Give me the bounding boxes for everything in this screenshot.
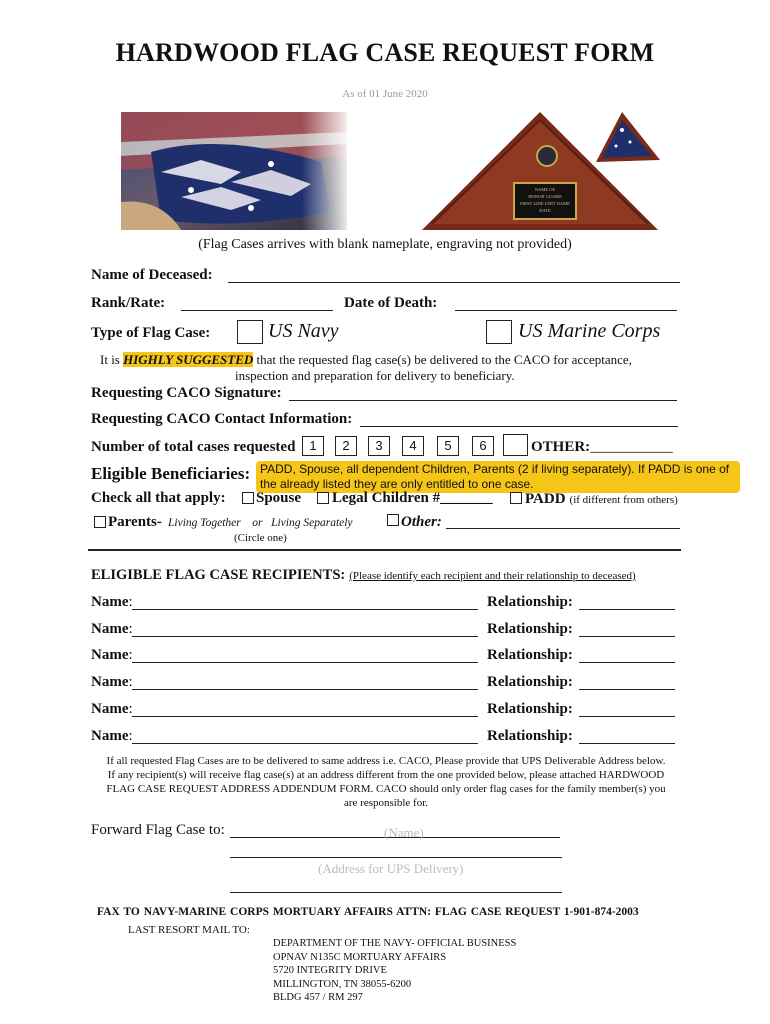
caco-contact-label: Requesting CACO Contact Information:	[91, 411, 353, 427]
delivery-suggestion	[100, 352, 632, 368]
parents-living-options	[168, 517, 353, 529]
recipient-relationship-field[interactable]	[579, 716, 675, 717]
legal-children-text: Legal Children #	[332, 490, 441, 506]
recipient-name-text: Name	[91, 647, 129, 663]
legal-children-label	[332, 490, 493, 507]
cases-other-field[interactable]: ___________	[590, 439, 673, 455]
forward-name-hint: (Name)	[384, 825, 424, 840]
mail-address-line-4: MILLINGTON, TN 38055-6200	[273, 978, 412, 990]
recipient-name-text: Name	[91, 728, 129, 744]
cases-option-3[interactable]: 3	[368, 436, 390, 456]
mail-address-line-1: DEPARTMENT OF THE NAVY- OFFICIAL BUSINESS	[273, 938, 517, 949]
recipients-title: ELIGIBLE FLAG CASE RECIPIENTS:	[91, 567, 346, 583]
parents-checkbox[interactable]	[94, 516, 106, 528]
deceased-name-label: Name of Deceased:	[91, 267, 213, 283]
recipient-name-field[interactable]	[132, 636, 478, 637]
recipient-relationship-label: Relationship:	[487, 647, 573, 663]
suggestion-line-2: inspection and preparation for delivery to beneficiary.	[235, 368, 515, 383]
recipient-name-text: Name	[91, 674, 129, 690]
recipient-relationship-label: Relationship:	[487, 728, 573, 744]
recipient-relationship-field[interactable]	[579, 743, 675, 744]
total-cases-label: Number of total cases requested	[91, 439, 296, 455]
date-of-death-field[interactable]	[455, 310, 677, 311]
other-beneficiary-checkbox[interactable]	[387, 514, 399, 526]
legal-children-checkbox[interactable]	[317, 492, 329, 504]
cases-other-checkbox[interactable]	[503, 434, 528, 456]
us-navy-option: US Navy	[268, 320, 339, 342]
parents-label: Parents-	[108, 514, 162, 530]
or-text: or	[252, 517, 263, 529]
highly-suggested-highlight: HIGHLY SUGGESTED	[123, 352, 254, 367]
padd-note: (if different from others)	[569, 494, 678, 506]
flag-case-image	[410, 108, 668, 232]
flag-case-type-label: Type of Flag Case:	[91, 325, 211, 341]
mail-address-line-3: 5720 INTEGRITY DRIVE	[273, 965, 387, 976]
suggestion-text-cont: that the requested flag case(s) be delivered to the CACO for acceptance,	[253, 352, 632, 367]
nameplate-line-1: NAME OF	[534, 187, 556, 192]
delivery-instructions	[88, 754, 684, 810]
recipient-name-text: Name	[91, 621, 129, 637]
form-title: HARDWOOD FLAG CASE REQUEST FORM	[115, 38, 655, 67]
recipient-name-label: Name:	[91, 594, 133, 610]
recipient-relationship-field[interactable]	[579, 609, 675, 610]
legal-children-count-field[interactable]: _______	[440, 490, 493, 506]
cases-option-2[interactable]: 2	[335, 436, 357, 456]
instruction-line-1: If all requested Flag Cases are to be delivered to same address i.e. CACO, Please provide that UPS Deliverable Address below.	[106, 755, 666, 767]
recipient-relationship-label: Relationship:	[487, 621, 573, 637]
recipient-name-field[interactable]	[132, 716, 478, 717]
date-of-death-label: Date of Death:	[344, 295, 438, 311]
rank-rate-field[interactable]	[181, 310, 333, 311]
recipient-name-label: Name:	[91, 621, 133, 637]
image-caption: (Flag Cases arrives with blank nameplate, engraving not provided)	[198, 237, 572, 252]
folded-flag-photo	[121, 112, 347, 230]
recipient-name-field[interactable]	[132, 609, 478, 610]
mail-address-line-5: BLDG 457 / RM 297	[273, 992, 363, 1003]
cases-other-label	[531, 439, 673, 456]
us-marine-corps-option: US Marine Corps	[518, 320, 661, 342]
recipient-name-label: Name:	[91, 647, 133, 663]
us-marine-corps-checkbox[interactable]	[486, 320, 512, 344]
padd-checkbox[interactable]	[510, 492, 522, 504]
as-of-date: As of 01 June 2020	[342, 88, 428, 100]
recipient-name-label: Name:	[91, 701, 133, 717]
recipient-relationship-label: Relationship:	[487, 594, 573, 610]
caco-signature-field[interactable]	[289, 400, 677, 401]
recipient-relationship-field[interactable]	[579, 689, 675, 690]
forward-address-line-2[interactable]	[230, 892, 562, 893]
fax-instructions: FAX TO NAVY-MARINE CORPS MORTUARY AFFAIRS ATTN: FLAG CASE REQUEST 1-901-874-2003	[97, 906, 639, 918]
eligibility-note: PADD, Spouse, all dependent Children, Parents (2 if living separately). If PADD is one of the already listed they are only entitled to one case.	[256, 461, 740, 493]
forward-address-line-1[interactable]	[230, 857, 562, 858]
suggestion-text: It is	[100, 352, 124, 367]
recipient-name-text: Name	[91, 701, 129, 717]
recipient-name-field[interactable]	[132, 662, 478, 663]
cases-option-6[interactable]: 6	[472, 436, 494, 456]
other-beneficiary-field[interactable]	[446, 528, 680, 529]
us-navy-checkbox[interactable]	[237, 320, 263, 344]
mail-label: LAST RESORT MAIL TO:	[128, 924, 250, 936]
section-divider	[88, 549, 681, 551]
instruction-line-4: are responsible for.	[344, 797, 428, 809]
recipient-name-field[interactable]	[132, 689, 478, 690]
nameplate-line-4: DATE	[539, 208, 551, 213]
mailing-address	[273, 937, 516, 1005]
recipients-subtitle: (Please identify each recipient and their relationship to deceased)	[349, 570, 636, 582]
nameplate-line-2: HONOR GUARD	[528, 194, 562, 199]
eligible-beneficiaries-label: Eligible Beneficiaries:	[91, 464, 251, 483]
recipient-name-text: Name	[91, 594, 129, 610]
nameplate-line-3: FIRST LINE UNIT NAME	[520, 201, 570, 206]
recipient-relationship-label: Relationship:	[487, 674, 573, 690]
caco-contact-field[interactable]	[360, 426, 678, 427]
mail-address-line-2: OPNAV N135C MORTUARY AFFAIRS	[273, 951, 447, 963]
recipient-name-label: Name:	[91, 728, 133, 744]
deceased-name-field[interactable]	[228, 282, 680, 283]
forward-address-hint: (Address for UPS Delivery)	[318, 861, 464, 876]
recipients-heading	[91, 566, 636, 584]
padd-text: PADD	[525, 491, 566, 507]
recipient-name-field[interactable]	[132, 743, 478, 744]
living-separately-option[interactable]: Living Separately	[271, 517, 353, 529]
cases-option-5[interactable]: 5	[437, 436, 459, 456]
padd-label	[525, 490, 678, 508]
check-all-label: Check all that apply:	[91, 490, 226, 506]
spouse-checkbox[interactable]	[242, 492, 254, 504]
spouse-label: Spouse	[256, 490, 302, 506]
forward-label: Forward Flag Case to:	[91, 822, 225, 838]
recipient-relationship-field[interactable]	[579, 662, 675, 663]
recipient-name-label: Name:	[91, 674, 133, 690]
cases-other-text: OTHER:	[531, 439, 591, 455]
other-beneficiary-label: Other:	[401, 514, 442, 530]
caco-signature-label: Requesting CACO Signature:	[91, 385, 282, 401]
rank-rate-label: Rank/Rate:	[91, 295, 166, 311]
living-together-option[interactable]: Living Together	[168, 517, 241, 529]
instruction-line-2: If any recipient(s) will receive flag case(s) at an address different from the one provided below, please attached HARDWOOD	[107, 769, 665, 781]
circle-one-hint: (Circle one)	[234, 532, 287, 544]
recipient-relationship-field[interactable]	[579, 636, 675, 637]
instruction-line-3: FLAG CASE REQUEST ADDRESS ADDENDUM FORM. CACO should only order flag cases for the family member(s) you	[106, 783, 666, 795]
cases-option-4[interactable]: 4	[402, 436, 424, 456]
cases-option-1[interactable]: 1	[302, 436, 324, 456]
recipient-relationship-label: Relationship:	[487, 701, 573, 717]
